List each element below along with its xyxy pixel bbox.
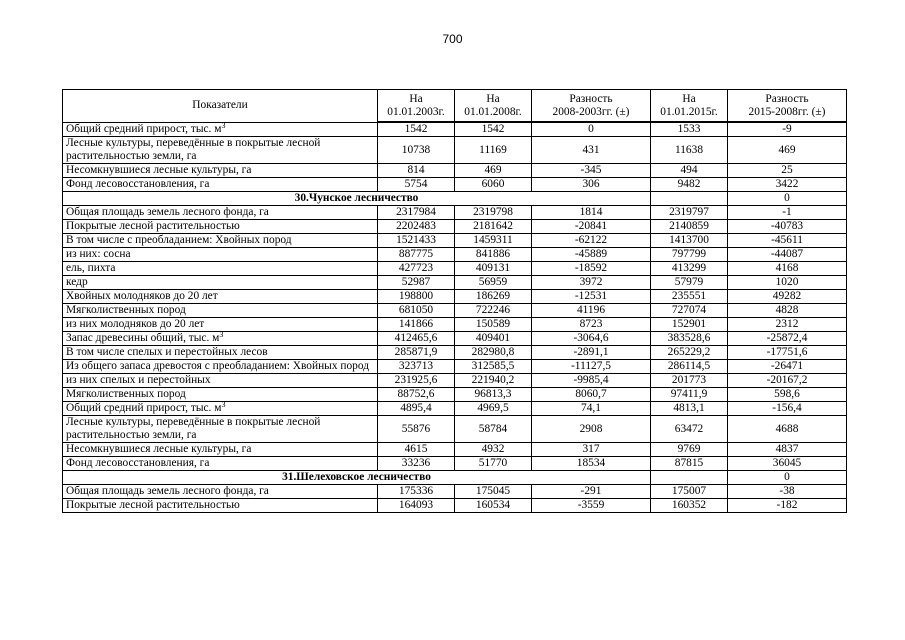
row-label [63, 290, 378, 304]
table-cell: -62122 [532, 234, 651, 248]
table-cell: 1533 [651, 122, 728, 137]
row-label-text: Общий средний прирост, тыс. м [66, 122, 222, 135]
table-cell: -182 [728, 499, 847, 513]
table-row [63, 220, 847, 234]
table-cell: 198800 [378, 290, 455, 304]
header-diff-2008-2003: Разность 2008-2003гг. (±) [532, 90, 651, 123]
table-cell: 9769 [651, 443, 728, 457]
row-label-text: Общий средний прирост, тыс. м [66, 402, 222, 414]
table-cell: 55876 [378, 416, 455, 443]
table-cell: 1521433 [378, 234, 455, 248]
row-label-text: из них: сосна [66, 248, 131, 260]
table-row [63, 248, 847, 262]
table-cell: 4813,1 [651, 402, 728, 416]
table-cell: 841886 [455, 248, 532, 262]
table-cell: 412465,6 [378, 332, 455, 346]
row-label-text: Фонд лесовосстановления, га [66, 457, 210, 469]
table-row [63, 262, 847, 276]
table-cell: -12531 [532, 290, 651, 304]
table-cell: -18592 [532, 262, 651, 276]
row-label [63, 485, 378, 499]
table-cell: 41196 [532, 304, 651, 318]
table-cell: 160534 [455, 499, 532, 513]
table-row [63, 332, 847, 346]
row-label-text: Из общего запаса древостоя с преобладанием: Хвойных пород [66, 360, 370, 372]
table-cell: -156,4 [728, 402, 847, 416]
row-label [63, 304, 378, 318]
table-cell: 413299 [651, 262, 728, 276]
table-cell: 221940,2 [455, 374, 532, 388]
table-cell: 4828 [728, 304, 847, 318]
table-cell: 2312 [728, 318, 847, 332]
table-cell: 164093 [378, 499, 455, 513]
row-label [63, 137, 378, 164]
table-cell: 58784 [455, 416, 532, 443]
table-row [63, 388, 847, 402]
table-cell: 282980,8 [455, 346, 532, 360]
row-label-text: из них спелых и перестойных [66, 374, 211, 386]
table-cell: 323713 [378, 360, 455, 374]
unit-superscript: 3 [221, 120, 226, 130]
table-cell: 681050 [378, 304, 455, 318]
table-cell: -11127,5 [532, 360, 651, 374]
table-cell: 87815 [651, 457, 728, 471]
table-cell: 0 [728, 192, 847, 206]
table-cell: 160352 [651, 499, 728, 513]
table-cell: 265229,2 [651, 346, 728, 360]
row-label [63, 178, 378, 192]
table-cell: 51770 [455, 457, 532, 471]
table-cell: 4932 [455, 443, 532, 457]
table-cell: 4615 [378, 443, 455, 457]
table-cell: 175045 [455, 485, 532, 499]
table-cell: 4837 [728, 443, 847, 457]
table-cell: 4969,5 [455, 402, 532, 416]
table-cell: -345 [532, 164, 651, 178]
table-cell: 33236 [378, 457, 455, 471]
table-cell: -9 [728, 122, 847, 137]
table-cell: 727074 [651, 304, 728, 318]
table-cell: 88752,6 [378, 388, 455, 402]
section-title: 30.Чунское лесничество [63, 192, 651, 206]
table-cell: 722246 [455, 304, 532, 318]
table-cell: 8723 [532, 318, 651, 332]
section-row [63, 192, 847, 206]
table-row [63, 206, 847, 220]
row-label [63, 416, 378, 443]
row-label [63, 332, 378, 346]
table-row [63, 137, 847, 164]
table-cell: 409401 [455, 332, 532, 346]
row-label-text: Запас древесины общий, тыс. м [66, 332, 220, 344]
table-cell: -25872,4 [728, 332, 847, 346]
table-row [63, 290, 847, 304]
table-cell: 11638 [651, 137, 728, 164]
row-label-text: ель, пихта [66, 262, 116, 274]
table-cell: 63472 [651, 416, 728, 443]
section-title: 31.Шелеховское лесничество [63, 471, 651, 485]
table-row [63, 443, 847, 457]
table-row [63, 374, 847, 388]
table-cell: 1413700 [651, 234, 728, 248]
table-cell: 1542 [378, 122, 455, 137]
table-cell: 469 [728, 137, 847, 164]
row-label [63, 248, 378, 262]
table-cell: 186269 [455, 290, 532, 304]
table-cell: -2891,1 [532, 346, 651, 360]
row-label [63, 206, 378, 220]
table-cell: -45611 [728, 234, 847, 248]
table-cell [651, 192, 728, 206]
table-row [63, 234, 847, 248]
table-row [63, 122, 847, 137]
table-cell: -26471 [728, 360, 847, 374]
table-cell: 317 [532, 443, 651, 457]
unit-superscript: 3 [221, 400, 226, 409]
table-cell: 175336 [378, 485, 455, 499]
row-label-text: Несомкнувшиеся лесные культуры, га [66, 443, 252, 455]
table-cell: 1814 [532, 206, 651, 220]
table-row [63, 402, 847, 416]
table-cell: 494 [651, 164, 728, 178]
table-cell: 2140859 [651, 220, 728, 234]
row-label [63, 374, 378, 388]
table-row [63, 178, 847, 192]
table-cell: 285871,9 [378, 346, 455, 360]
row-label-text: из них молодняков до 20 лет [66, 318, 205, 330]
row-label-text: Фонд лесовосстановления, га [66, 178, 210, 190]
table-cell: 2317984 [378, 206, 455, 220]
table-cell: 814 [378, 164, 455, 178]
header-2008: На 01.01.2008г. [455, 90, 532, 123]
table-cell: 2319797 [651, 206, 728, 220]
table-cell: 3972 [532, 276, 651, 290]
header-indicators: Показатели [63, 90, 378, 123]
row-label [63, 402, 378, 416]
table-cell: 25 [728, 164, 847, 178]
table-row [63, 318, 847, 332]
table-cell: 201773 [651, 374, 728, 388]
table-cell: 3422 [728, 178, 847, 192]
table-cell: -45889 [532, 248, 651, 262]
table-cell: 52987 [378, 276, 455, 290]
table-cell: 235551 [651, 290, 728, 304]
table-cell: 11169 [455, 137, 532, 164]
table-cell: 427723 [378, 262, 455, 276]
header-2015: На 01.01.2015г. [651, 90, 728, 123]
table-cell: 56959 [455, 276, 532, 290]
table-cell: 4688 [728, 416, 847, 443]
table-cell: 10738 [378, 137, 455, 164]
table-cell: 96813,3 [455, 388, 532, 402]
table-cell: 469 [455, 164, 532, 178]
table-cell: 409131 [455, 262, 532, 276]
row-label [63, 443, 378, 457]
table-cell: -3559 [532, 499, 651, 513]
table-cell: 1542 [455, 122, 532, 137]
section-row [63, 471, 847, 485]
table-cell: 1020 [728, 276, 847, 290]
table-cell: 2908 [532, 416, 651, 443]
table-cell: 8060,7 [532, 388, 651, 402]
table-body [63, 122, 847, 513]
table-cell: 57979 [651, 276, 728, 290]
table-cell: 36045 [728, 457, 847, 471]
table-cell: 231925,6 [378, 374, 455, 388]
header-2003: На 01.01.2003г. [378, 90, 455, 123]
table-row [63, 457, 847, 471]
table-cell: -9985,4 [532, 374, 651, 388]
table-row [63, 360, 847, 374]
row-label-text: Лесные культуры, переведённые в покрытые лесной растительностью земли, га [66, 416, 321, 441]
table-cell: -1 [728, 206, 847, 220]
table-cell: 18534 [532, 457, 651, 471]
table-cell: 150589 [455, 318, 532, 332]
table-cell: 431 [532, 137, 651, 164]
table-cell [651, 471, 728, 485]
row-label [63, 234, 378, 248]
table-cell: 5754 [378, 178, 455, 192]
row-label [63, 388, 378, 402]
table-cell: -20167,2 [728, 374, 847, 388]
row-label [63, 499, 378, 513]
row-label-text: В том числе с преобладанием: Хвойных пород [66, 234, 292, 246]
header-diff-2015-2008: Разность 2015-2008гг. (±) [728, 90, 847, 123]
table-cell: 1459311 [455, 234, 532, 248]
table-cell: 887775 [378, 248, 455, 262]
row-label [63, 276, 378, 290]
table-cell: 4895,4 [378, 402, 455, 416]
table-row [63, 346, 847, 360]
table-cell: 312585,5 [455, 360, 532, 374]
table-cell: 97411,9 [651, 388, 728, 402]
row-label-text: В том числе спелых и перестойных лесов [66, 346, 268, 358]
row-label [63, 122, 378, 137]
forest-stats-table [62, 89, 847, 513]
table-cell: -17751,6 [728, 346, 847, 360]
row-label [63, 457, 378, 471]
table-cell: 797799 [651, 248, 728, 262]
table-cell: 175007 [651, 485, 728, 499]
row-label-text: Покрытые лесной растительностью [66, 220, 240, 232]
table-cell: 383528,6 [651, 332, 728, 346]
unit-superscript: 3 [219, 330, 224, 339]
row-label-text: Несомкнувшиеся лесные культуры, га [66, 164, 252, 176]
row-label-text: кедр [66, 276, 88, 288]
table-row [63, 276, 847, 290]
row-label-text: Хвойных молодняков до 20 лет [66, 290, 218, 302]
table-cell: 286114,5 [651, 360, 728, 374]
table-row [63, 304, 847, 318]
table-cell: 0 [532, 122, 651, 137]
table-row [63, 485, 847, 499]
table-cell: -20841 [532, 220, 651, 234]
table-cell: -40783 [728, 220, 847, 234]
row-label-text: Мягколиственных пород [66, 304, 186, 316]
row-label-text: Общая площадь земель лесного фонда, га [66, 206, 269, 218]
row-label-text: Мягколиственных пород [66, 388, 186, 400]
row-label [63, 262, 378, 276]
table-cell: 9482 [651, 178, 728, 192]
table-cell: 306 [532, 178, 651, 192]
table-cell: 4168 [728, 262, 847, 276]
table-header-row [63, 90, 847, 123]
row-label [63, 220, 378, 234]
row-label [63, 164, 378, 178]
table-cell: 141866 [378, 318, 455, 332]
table-cell: -44087 [728, 248, 847, 262]
table-cell: 152901 [651, 318, 728, 332]
row-label [63, 360, 378, 374]
table-row [63, 416, 847, 443]
table-cell: 2319798 [455, 206, 532, 220]
table-cell: 2202483 [378, 220, 455, 234]
table-cell: 49282 [728, 290, 847, 304]
row-label-text: Общая площадь земель лесного фонда, га [66, 485, 269, 497]
table-cell: -3064,6 [532, 332, 651, 346]
page-number: 700 [442, 32, 463, 46]
table-cell: 598,6 [728, 388, 847, 402]
table-cell: 2181642 [455, 220, 532, 234]
table-cell: -291 [532, 485, 651, 499]
table-cell: 6060 [455, 178, 532, 192]
table-row [63, 164, 847, 178]
table-cell: 74,1 [532, 402, 651, 416]
table-cell: -38 [728, 485, 847, 499]
table-row [63, 499, 847, 513]
table-cell: 0 [728, 471, 847, 485]
row-label [63, 346, 378, 360]
row-label-text: Покрытые лесной растительностью [66, 499, 240, 511]
row-label-text: Лесные культуры, переведённые в покрытые лесной растительностью земли, га [66, 137, 321, 162]
